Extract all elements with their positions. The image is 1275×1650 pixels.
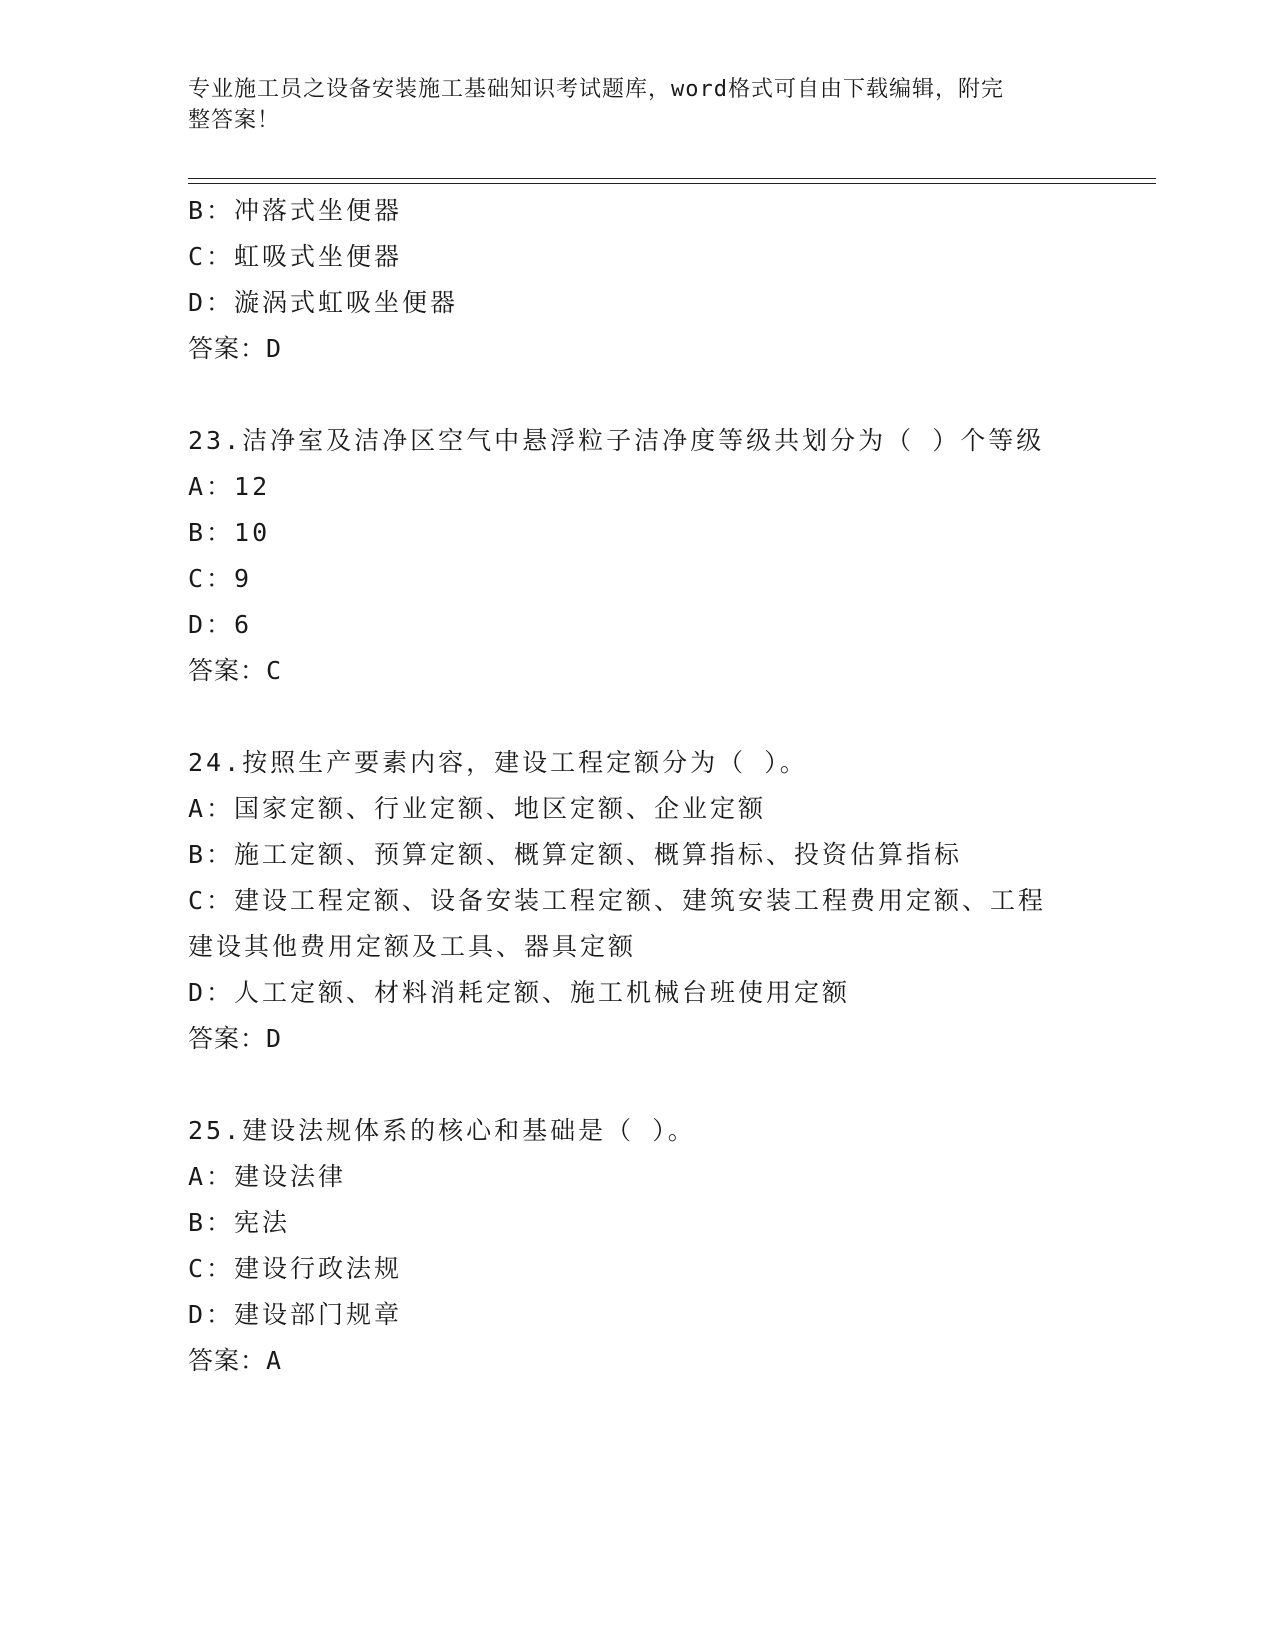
option-a: A：12: [188, 472, 271, 501]
option-d: D：建设部门规章: [188, 1300, 403, 1329]
option-d: D：漩涡式虹吸坐便器: [188, 288, 459, 317]
header-line-2: 整答案！: [188, 108, 281, 133]
option-b: B：10: [188, 518, 271, 547]
question-stem: 24.按照生产要素内容，建设工程定额分为（ ）。: [188, 748, 808, 777]
spacer: [188, 372, 1088, 418]
option-c-continued: 建设其他费用定额及工具、器具定额: [188, 932, 637, 961]
answer-line: 答案：C: [188, 656, 283, 685]
option-c: C：建设行政法规: [188, 1254, 403, 1283]
question-block-24: [188, 740, 1088, 1062]
answer-line: 答案：A: [188, 1346, 283, 1375]
question-block-25: [188, 1108, 1088, 1384]
header-divider-bottom: [188, 183, 1156, 184]
option-a: A：国家定额、行业定额、地区定额、企业定额: [188, 794, 767, 823]
option-b: B：施工定额、预算定额、概算定额、概算指标、投资估算指标: [188, 840, 963, 869]
header-divider-top: [188, 178, 1156, 179]
answer-line: 答案：D: [188, 334, 283, 363]
option-c: C：虹吸式坐便器: [188, 242, 403, 271]
question-block-23: [188, 418, 1088, 694]
option-b: B：冲落式坐便器: [188, 196, 403, 225]
option-a: A：建设法律: [188, 1162, 347, 1191]
option-c: C：9: [188, 564, 253, 593]
spacer: [188, 1062, 1088, 1108]
question-block-22: [188, 188, 1088, 372]
answer-line: 答案：D: [188, 1024, 283, 1053]
option-b: B：宪法: [188, 1208, 291, 1237]
option-d: D：人工定额、材料消耗定额、施工机械台班使用定额: [188, 978, 851, 1007]
option-c: C：建设工程定额、设备安装工程定额、建筑安装工程费用定额、工程: [188, 886, 1047, 915]
option-d: D：6: [188, 610, 253, 639]
question-list: [188, 188, 1088, 1384]
spacer: [188, 694, 1088, 740]
question-stem: 25.建设法规体系的核心和基础是（ ）。: [188, 1116, 696, 1145]
question-stem: 23.洁净室及洁净区空气中悬浮粒子洁净度等级共划分为（ ）个等级: [188, 426, 1045, 455]
document-header: [188, 74, 1068, 136]
header-line-1: 专业施工员之设备安装施工基础知识考试题库，word格式可自由下载编辑，附完: [188, 77, 1004, 102]
